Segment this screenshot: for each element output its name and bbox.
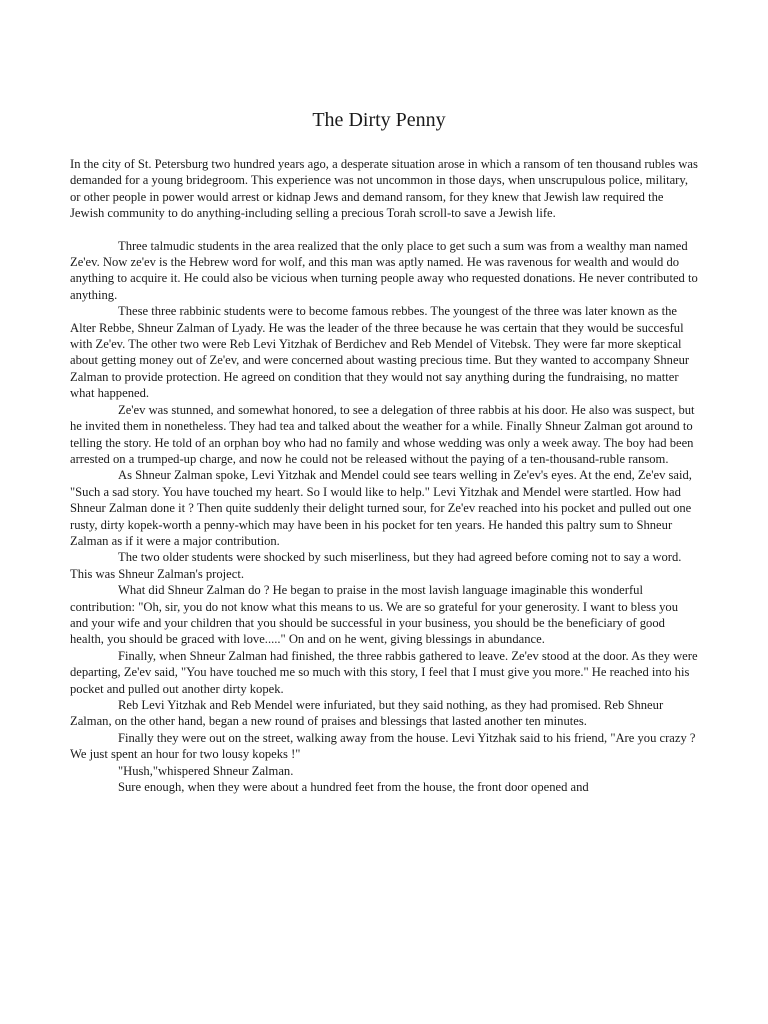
paragraph-9: Reb Levi Yitzhak and Reb Mendel were infuriated, but they said nothing, as they had promised. Reb Shneur Zalman, on the other hand, began a new round of praises and blessings that lasted another ten minutes. — [70, 698, 664, 729]
paragraph-2: Three talmudic students in the area realized that the only place to get such a sum was from a wealthy man named Ze'ev. Now ze'ev is the Hebrew word for wolf, and this man was aptly named. He was ravenous for wealth and would do anything to acquire it. He could also be vicious when turning people away who requested donations. He never contributed to anything. — [70, 238, 698, 302]
paragraph-3: These three rabbinic students were to become famous rebbes. The youngest of the three was later known as the Alter Rebbe, Shneur Zalman of Lyady. He was the leader of the three because he was certain that they would be succesful with Ze'ev. The other two were Reb Levi Yitzhak of Berdichev and Reb Mendel of Vitebsk. They were far more skeptical about getting money out of Ze'ev, and were concerned about wasting precious time. But they wanted to accompany Shneur Zalman to provide protection. He agreed on condition that they would not say anything during the fundraising, no matter what happened. — [70, 304, 690, 401]
paragraph-1: In the city of St. Petersburg two hundred years ago, a desperate situation arose in which a ransom of ten thousand rubles was demanded for a young bridegroom. This experience was not uncommon in those days, when unscrupulous police, military, or other people in power would arrest or kidnap Jews and demand ransom, for they knew that Jewish law required the Jewish community to do anything-including selling a precious Torah scroll-to save a Jewish life. — [70, 157, 698, 221]
document-title: The Dirty Penny — [312, 109, 446, 131]
paragraph-10: Finally they were out on the street, walking away from the house. Levi Yitzhak said to his friend, "Are you crazy ? We just spent an hour for two lousy kopeks !" — [70, 730, 696, 762]
paragraph-11: "Hush,"whispered Shneur Zalman. — [118, 763, 294, 778]
paragraph-7: What did Shneur Zalman do ? He began to praise in the most lavish language imaginable this wonderful contribution: "Oh, sir, you do not know what this means to us. We are so grateful for your generosity. I want to bless you and your wife and your children that you should be successful in your business, you should be the beneficiary of good health, you should be graced with love....." On and on he went, giving blessings in abundance. — [70, 583, 679, 647]
paragraph-12: Sure enough, when they were about a hundred feet from the house, the front door opened and — [118, 780, 589, 795]
paragraph-6: The two older students were shocked by such miserliness, but they had agreed before coming not to say a word. This was Shneur Zalman's project. — [70, 550, 682, 581]
document-page — [70, 108, 698, 795]
paragraph-4: Ze'ev was stunned, and somewhat honored, to see a delegation of three rabbis at his door. He also was suspect, but he invited them in nonetheless. They had tea and talked about the weather for a while. Finally Shneur Zalman got around to telling the story. He told of an orphan boy who had no family and whose wedding was only a week away. The boy had been arrested on a trumped-up charge, and now he could not be released without the paying of a ten-thousand-ruble ransom. — [70, 402, 695, 466]
paragraph-5: As Shneur Zalman spoke, Levi Yitzhak and Mendel could see tears welling in Ze'ev's eyes. At the end, Ze'ev said, "Such a sad story. You have touched my heart. So I would like to help." Levi Yitzhak and Mendel were startled. How had Shneur Zalman done it ? Then quite suddenly their delight turned sour, for Ze'ev reached into his pocket and pulled out one rusty, dirty kopek-worth a penny-which may have been in his pocket for ten years. He handed this paltry sum to Shneur Zalman as if it were a major contribution. — [70, 468, 692, 548]
paragraph-8: Finally, when Shneur Zalman had finished, the three rabbis gathered to leave. Ze'ev stood at the door. As they were departing, Ze'ev said, "You have touched me so much with this story, I feel that I must give you more." He reached into his pocket and pulled out another dirty kopek. — [70, 648, 698, 696]
